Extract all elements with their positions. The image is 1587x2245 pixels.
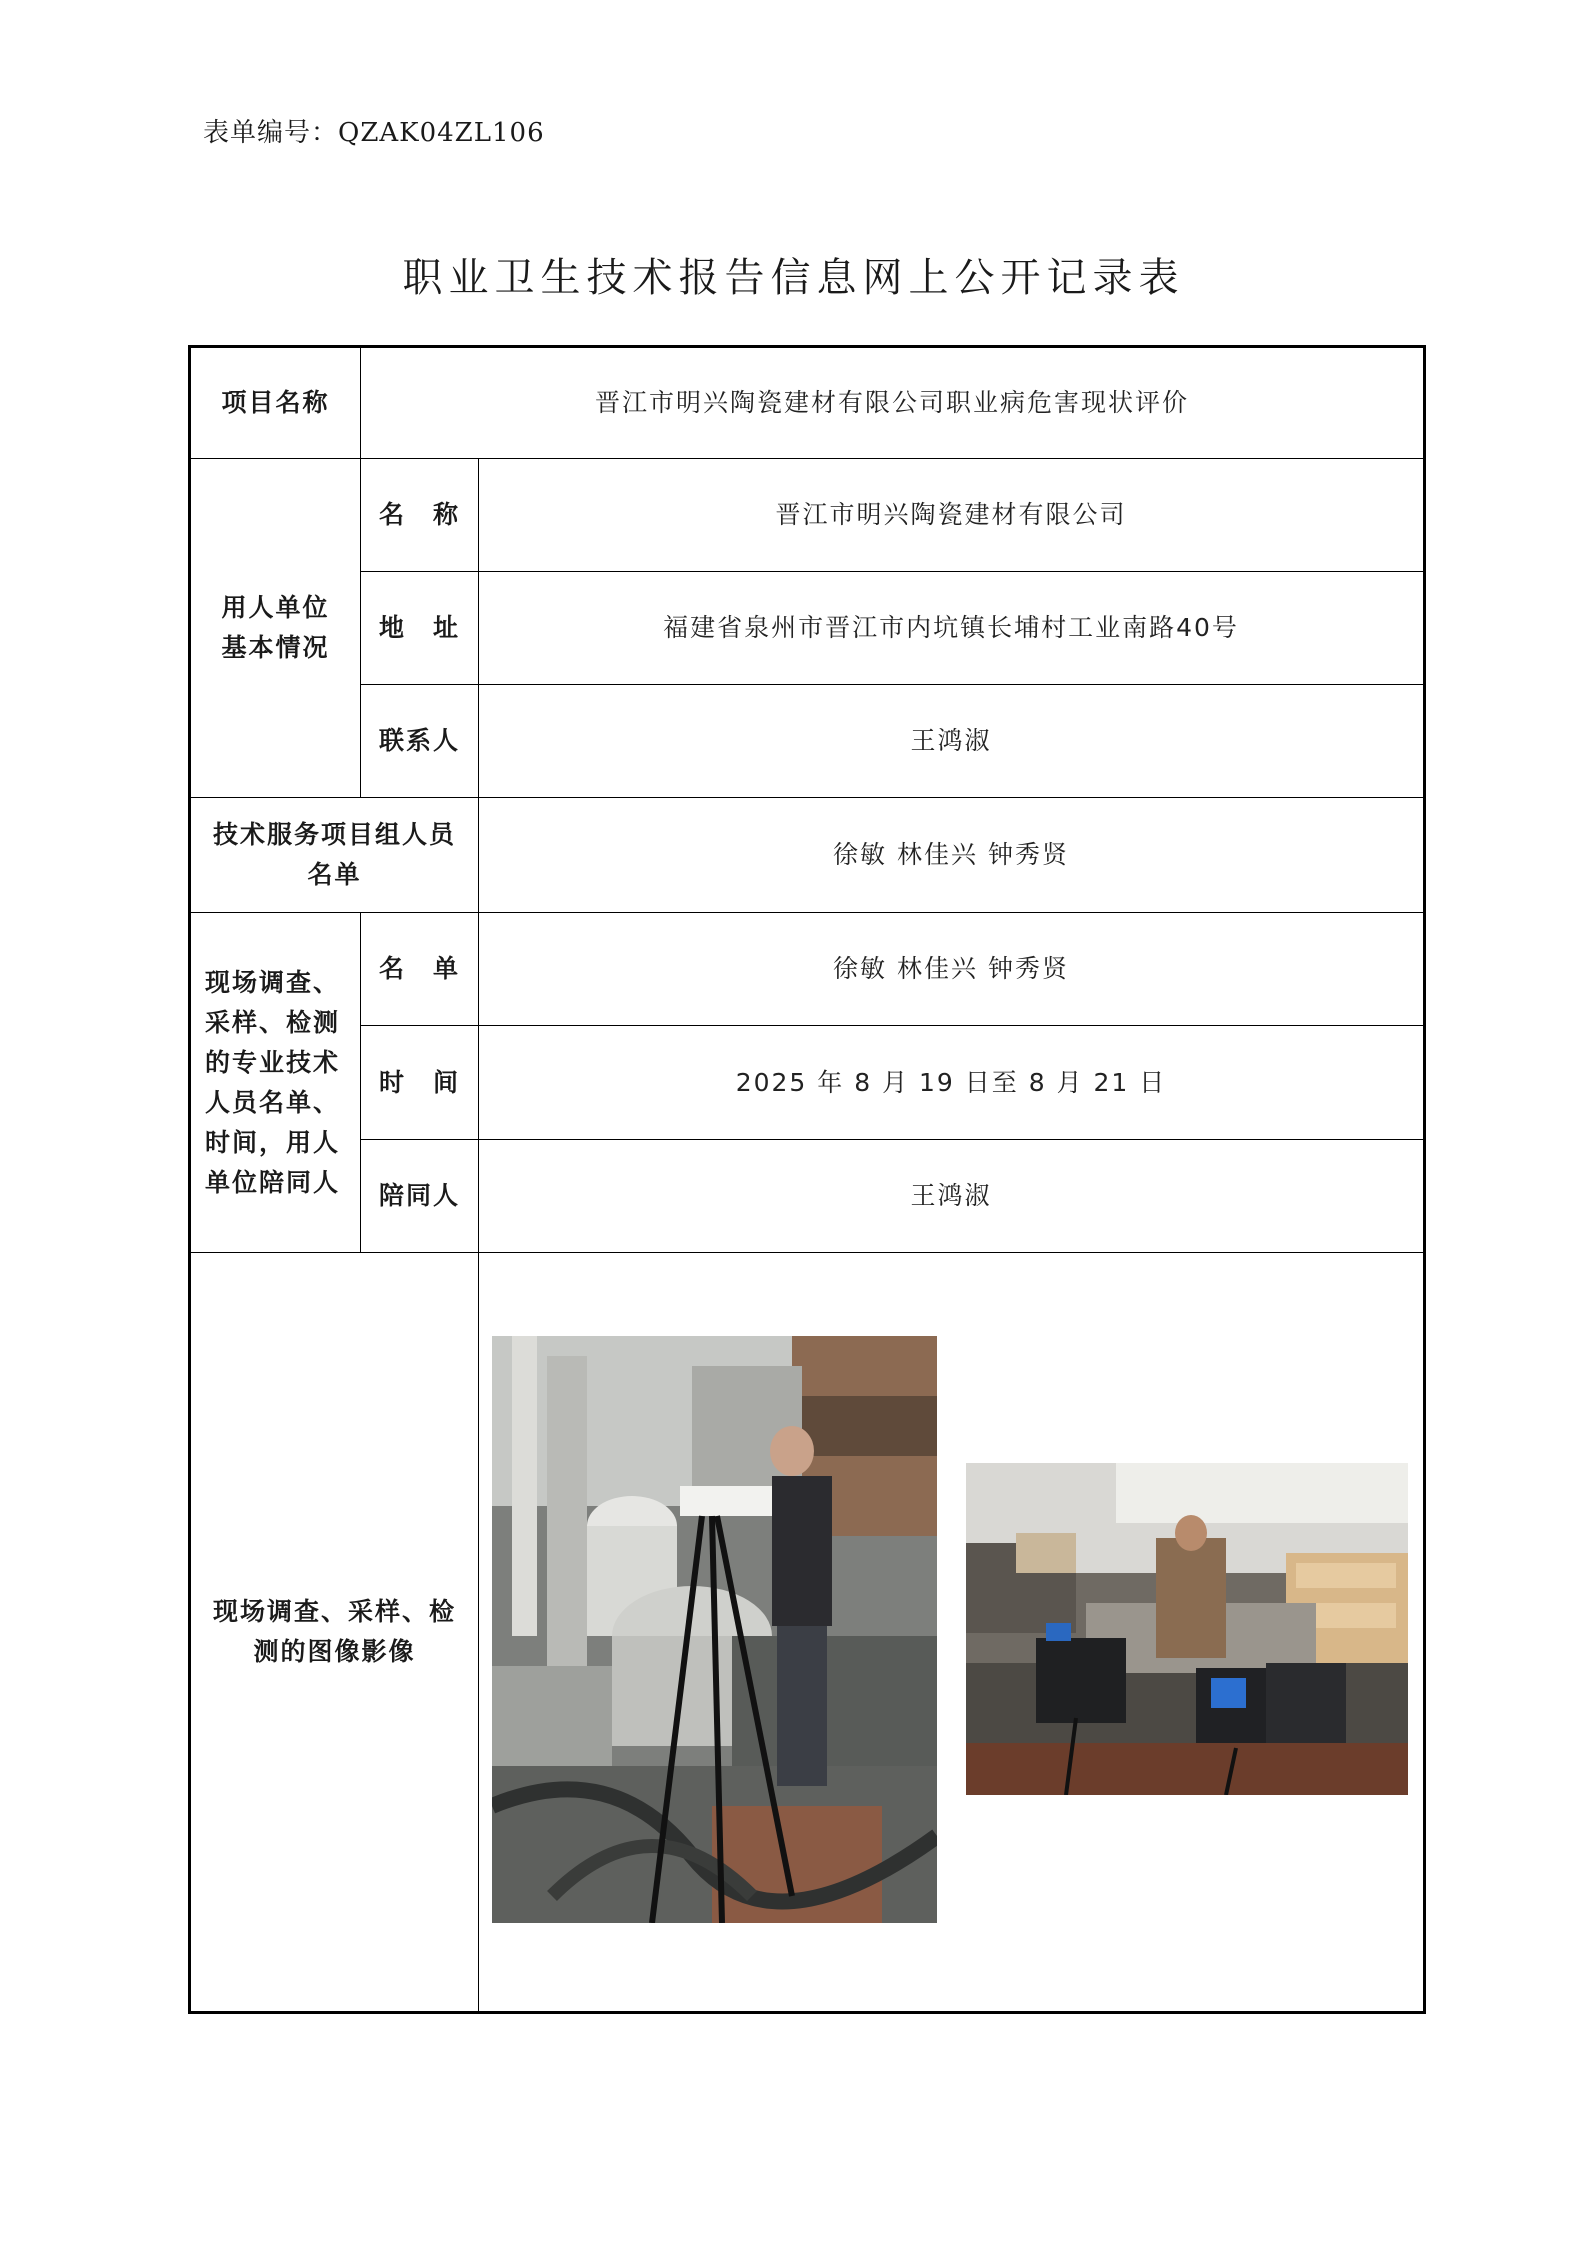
employer-info-label bbox=[190, 459, 361, 798]
form-number: 表单编号：QZAK04ZL106 bbox=[203, 118, 545, 148]
survey-label: 现场调查、采样、检测的专业技术人员名单、时间，用人单位陪同人 bbox=[190, 913, 361, 1253]
employer-contact-label: 联系人 bbox=[361, 685, 479, 798]
survey-list-label: 名 单 bbox=[361, 913, 479, 1026]
images-cell bbox=[479, 1253, 1425, 2013]
employer-address-label: 地 址 bbox=[361, 572, 479, 685]
worker-with-tripod-sampler-photo bbox=[492, 1336, 937, 1923]
row-employer-address bbox=[190, 572, 1425, 685]
survey-escort-value: 王鸿淑 bbox=[479, 1140, 1425, 1253]
document-title: 职业卫生技术报告信息网上公开记录表 bbox=[402, 255, 1185, 301]
employer-label-line2: 基本情况 bbox=[221, 633, 330, 662]
employer-address-value: 福建省泉州市晋江市内坑镇长埔村工业南路40号 bbox=[479, 572, 1425, 685]
project-name-value: 晋江市明兴陶瓷建材有限公司职业病危害现状评价 bbox=[361, 347, 1425, 459]
row-survey-escort bbox=[190, 1140, 1425, 1253]
survey-time-label: 时 间 bbox=[361, 1026, 479, 1140]
employer-name-label: 名 称 bbox=[361, 459, 479, 572]
employer-contact-value: 王鸿淑 bbox=[479, 685, 1425, 798]
images-label: 现场调查、采样、检测的图像影像 bbox=[190, 1253, 479, 2013]
team-label: 技术服务项目组人员名单 bbox=[190, 798, 479, 913]
survey-escort-label: 陪同人 bbox=[361, 1140, 479, 1253]
survey-time-value: 2025 年 8 月 19 日至 8 月 21 日 bbox=[479, 1026, 1425, 1140]
record-table bbox=[188, 345, 1426, 2014]
row-employer-name bbox=[190, 459, 1425, 572]
team-value: 徐敏 林佳兴 钟秀贤 bbox=[479, 798, 1425, 913]
row-survey-time bbox=[190, 1026, 1425, 1140]
employer-name-value: 晋江市明兴陶瓷建材有限公司 bbox=[479, 459, 1425, 572]
row-team bbox=[190, 798, 1425, 913]
worker-at-machine-with-samplers-photo bbox=[966, 1463, 1408, 1795]
survey-list-value: 徐敏 林佳兴 钟秀贤 bbox=[479, 913, 1425, 1026]
employer-label-line1: 用人单位 bbox=[221, 593, 330, 622]
row-images bbox=[190, 1253, 1425, 2013]
row-employer-contact bbox=[190, 685, 1425, 798]
row-project-name bbox=[190, 347, 1425, 459]
project-name-label: 项目名称 bbox=[190, 347, 361, 459]
row-survey-list bbox=[190, 913, 1425, 1026]
